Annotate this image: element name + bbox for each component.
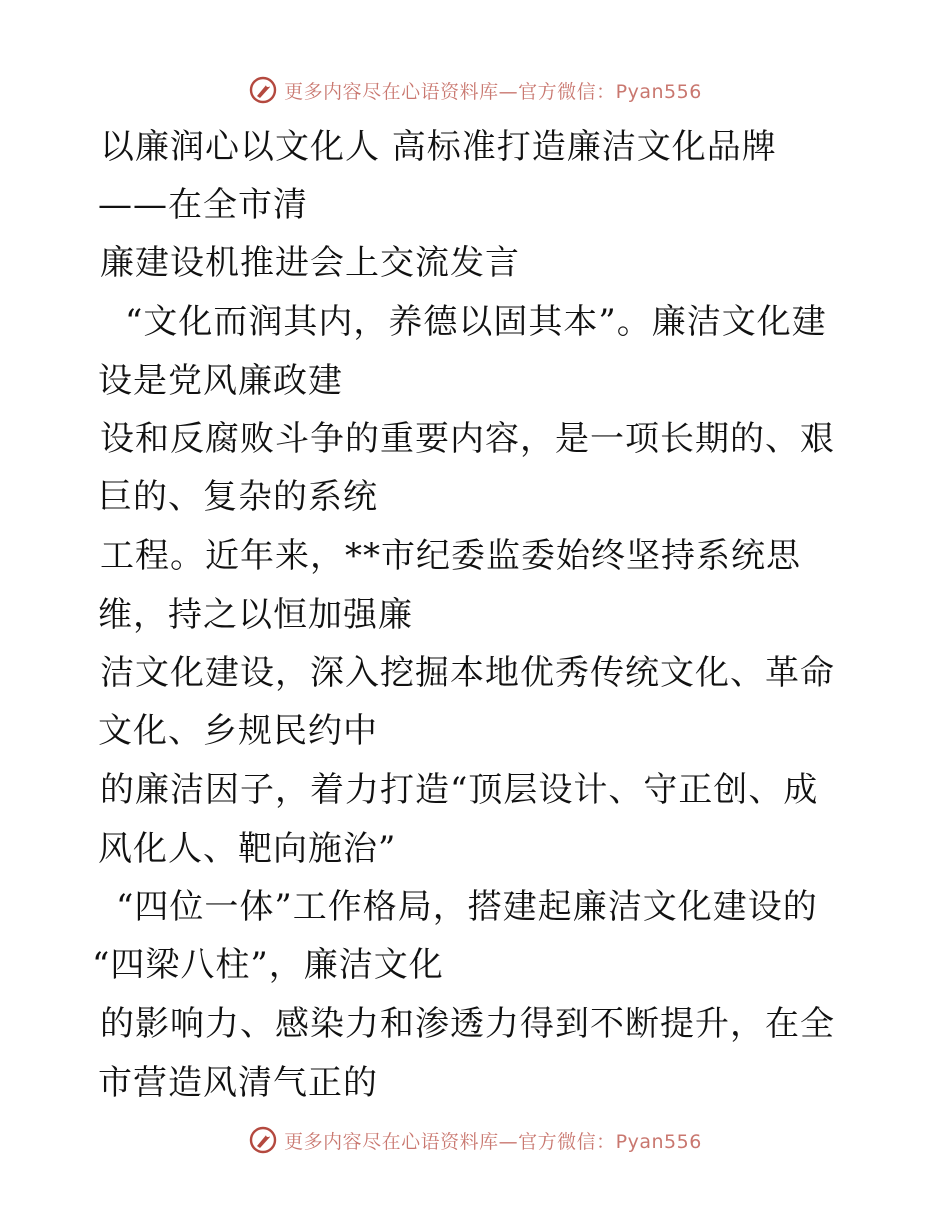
pen-nib-circle-icon	[248, 1125, 278, 1155]
watermark-text: 更多内容尽在心语资料库—官方微信：Pyan556	[284, 1130, 702, 1153]
body-line: “四位一体”工作格局，搭建起廉洁文化建设的	[116, 887, 818, 927]
body-line: 风化人、靶向施治”	[98, 829, 397, 869]
body-line: 的影响力、感染力和渗透力得到不断提升，在全	[100, 1004, 835, 1044]
title-line-2: ——在全市清	[98, 185, 308, 225]
body-line: 文化、乡规民约中	[98, 711, 378, 751]
body-line: 市营造风清气正的	[98, 1063, 378, 1103]
body-line: 设是党风廉政建	[98, 361, 343, 401]
body-line: “四梁八柱”，廉洁文化	[92, 945, 444, 985]
body-line: 的廉洁因子，着力打造“顶层设计、守正创、成	[100, 770, 819, 810]
body-line: 洁文化建设，深入挖掘本地优秀传统文化、革命	[100, 653, 835, 693]
body-line: 维，持之以恒加强廉	[98, 595, 413, 635]
watermark-banner-top	[0, 70, 950, 110]
body-line: 设和反腐败斗争的重要内容，是一项长期的、艰	[100, 419, 835, 459]
body-line: 工程。近年来，**市纪委监委始终坚持系统思	[100, 536, 801, 576]
pen-nib-circle-icon	[248, 75, 278, 105]
title-line-1: 以廉润心以文化人 高标准打造廉洁文化品牌	[100, 127, 777, 167]
subtitle-line: 廉建设机推进会上交流发言	[100, 243, 520, 283]
body-line: 巨的、复杂的系统	[98, 477, 378, 517]
watermark-text: 更多内容尽在心语资料库—官方微信：Pyan556	[284, 80, 702, 103]
watermark-banner-bottom	[0, 1120, 950, 1160]
body-line: “文化而润其内，养德以固其本”。廉洁文化建	[125, 302, 827, 342]
